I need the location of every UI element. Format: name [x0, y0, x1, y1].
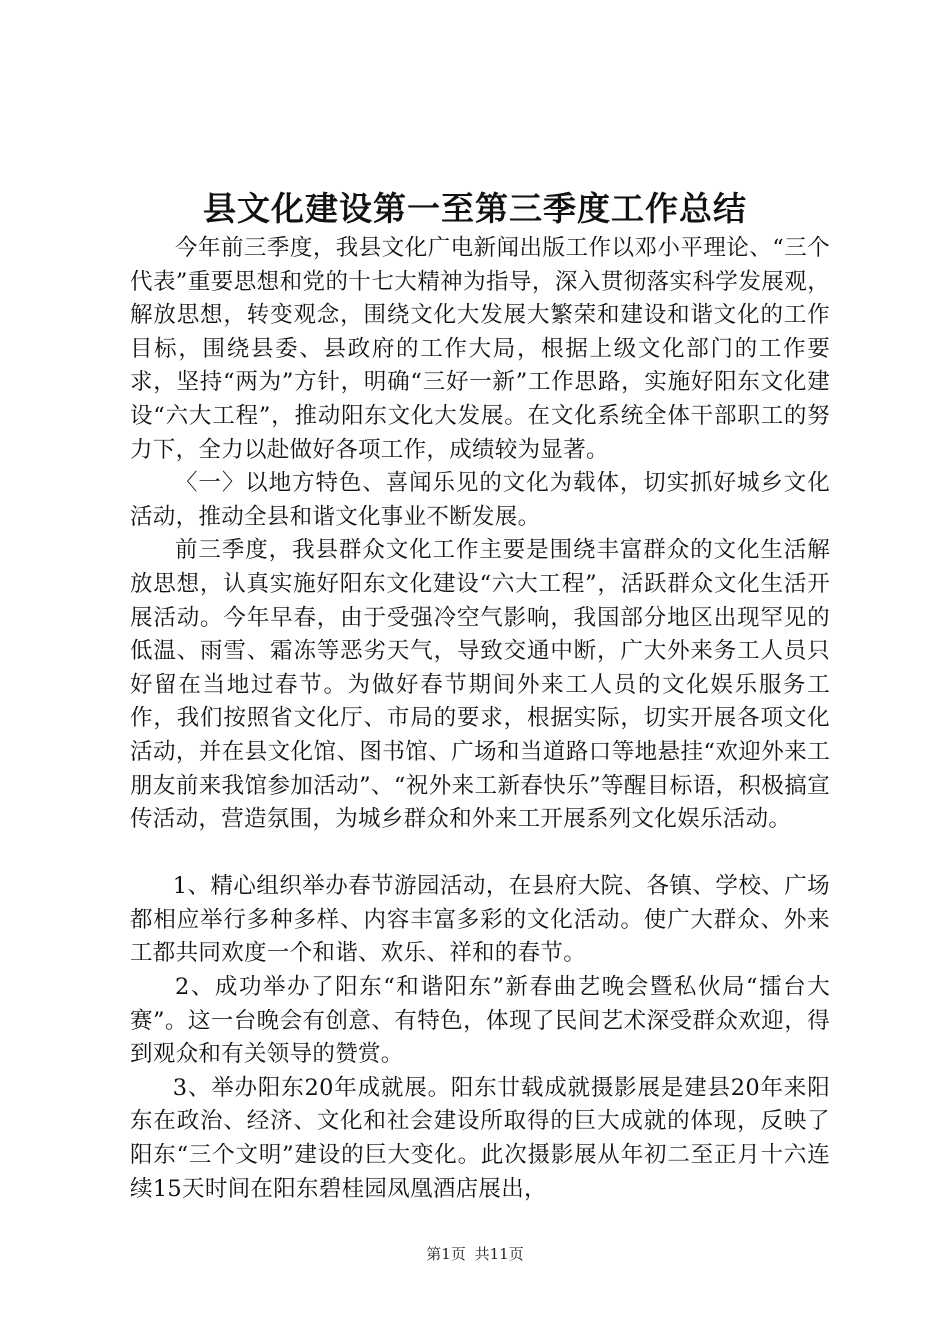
document-title: 县文化建设第一至第三季度工作总结 — [203, 189, 747, 228]
document-body — [130, 232, 830, 1206]
paragraph-item-2: 2、成功举办了阳东“和谐阳东”新春曲艺晚会暨私伙局“擂台大赛”。这一台晚会有创意、有特色，体现了民间艺术深受群众欢迎，得到观众和有关领导的赞赏。 — [130, 974, 830, 1068]
paragraph-mass-culture: 前三季度，我县群众文化工作主要是围绕丰富群众的文化生活解放思想，认真实施好阳东文化建设“六大工程”，活跃群众文化生活开展活动。今年早春，由于受强冷空气影响，我国部分地区出现罕见的低温、雨雪、霜冻等恶劣天气，导致交通中断，广大外来务工人员只好留在当地过春节。为做好春节期间外来工人员的文化娱乐服务工作，我们按照省文化厅、市局的要求，根据实际，切实开展各项文化活动，并在县文化馆、图书馆、广场和当道路口等地悬挂“欢迎外来工朋友前来我馆参加活动”、“祝外来工新春快乐”等醒目标语，积极搞宣传活动，营造氛围，为城乡群众和外来工开展系列文化娱乐活动。 — [130, 537, 830, 833]
paragraph-item-1: 1、精心组织举办春节游园活动，在县府大院、各镇、学校、广场都相应举行多种多样、内容丰富多彩的文化活动。使广大群众、外来工都共同欢度一个和谐、欢乐、祥和的春节。 — [130, 873, 830, 967]
paragraph-section-one-heading: 〈一〉以地方特色、喜闻乐见的文化为载体，切实抓好城乡文化活动，推动全县和谐文化事业不断发展。 — [130, 470, 830, 530]
blank-line — [130, 837, 830, 871]
paragraph-intro: 今年前三季度，我县文化广电新闻出版工作以邓小平理论、“三个代表”重要思想和党的十七大精神为指导，深入贯彻落实科学发展观，解放思想，转变观念，围绕文化大发展大繁荣和建设和谐文化的工作目标，围绕县委、县政府的工作大局，根据上级文化部门的工作要求，坚持“两为”方针，明确“三好一新”工作思路，实施好阳东文化建设“六大工程”，推动阳东文化大发展。在文化系统全体干部职工的努力下，全力以赴做好各项工作，成绩较为显著。 — [130, 235, 830, 463]
paragraph-item-3: 3、举办阳东20年成就展。阳东廿载成就摄影展是建县20年来阳东在政治、经济、文化和社会建设所取得的巨大成就的体现，反映了阳东“三个文明”建设的巨大变化。此次摄影展从年初二至正月十六连续15天时间在阳东碧桂园凤凰酒店展出， — [130, 1074, 830, 1202]
page-footer — [0, 1244, 950, 1264]
page-total: 共11页 — [474, 1245, 524, 1263]
page-number: 第1页 — [426, 1245, 466, 1263]
